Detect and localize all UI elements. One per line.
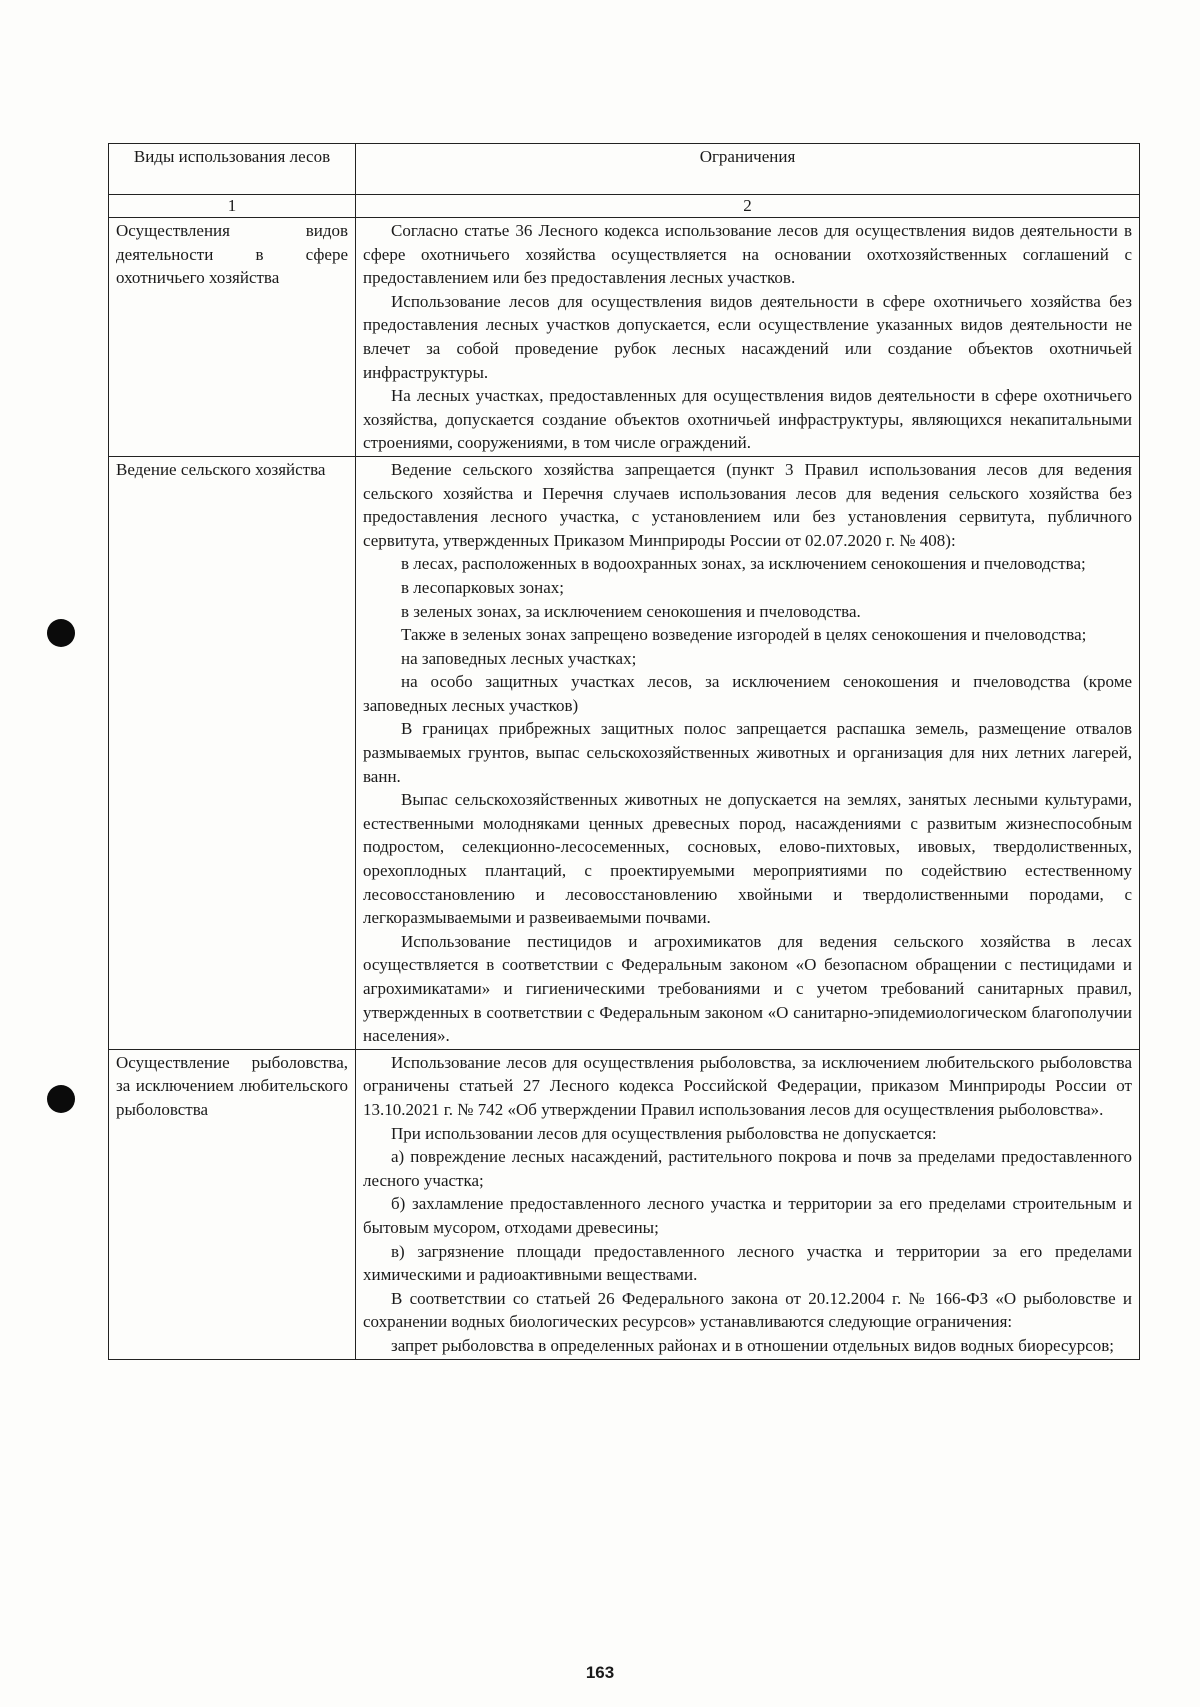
row-restrictions-fishing [356, 1049, 1140, 1359]
table-row [109, 1049, 1140, 1359]
paragraph: б) захламление предоставленного лесного участка и территории за его пределами строительным и бытовым мусором, отходами древесины; [363, 1194, 1132, 1237]
column-number-1: 1 [109, 195, 356, 218]
paragraph: в лесопарковых зонах; [401, 577, 564, 597]
table-row [109, 218, 1140, 457]
row-kind-label: Осуществление рыболовства, за исключением любительского рыболовства [116, 1052, 348, 1119]
paragraph: на заповедных лесных участках; [401, 648, 637, 668]
restrictions-table [108, 143, 1140, 1360]
page-number: 163 [585, 1663, 615, 1682]
column-number-row [109, 195, 1140, 218]
paragraph: в лесах, расположенных в водоохранных зонах, за исключением сенокошения и пчеловодства; [401, 554, 1086, 574]
paragraph: Также в зеленых зонах запрещено возведение изгородей в целях сенокошения и пчеловодства; [401, 625, 1087, 645]
binder-hole-top [47, 619, 75, 647]
paragraph: В соответствии со статьей 26 Федерального закона от 20.12.2004 г. № 166-ФЗ «О рыболовстве и сохранении водных биологических ресурсов» устанавливаются следующие ограничения: [363, 1288, 1132, 1332]
row-kind-hunting [109, 218, 356, 457]
row-restrictions-hunting [356, 218, 1140, 457]
row-kind-label: Осуществления видов деятельности в сфере охотничьего хозяйства [116, 221, 348, 288]
paragraph: запрет рыболовства в определенных районах и в отношении отдельных видов водных биоресурсов; [391, 1335, 1115, 1355]
paragraph: Использование лесов для осуществления рыболовства, за исключением любительского рыболовства ограничены статьей 27 Лесного кодекса Российской Федерации, приказом Минприроды России от 13.10.2021 г. № 742 «Об утверждении Правил использования лесов для осуществления рыболовства». [363, 1052, 1132, 1119]
paragraph: В границах прибрежных защитных полос запрещается распашка земель, размещение отвалов размываемых грунтов, выпас сельскохозяйственных животных и организация для них летних лагерей, ванн. [363, 719, 1132, 786]
paragraph: Выпас сельскохозяйственных животных не допускается на землях, занятых лесными культурами, естественными молодняками ценных древесных пород, насаждениями с развитым жизнеспособным подростом, селекционно-лесосеменных, сосновых, елово-пихтовых, ивовых, твердолиственных, орехоплодных плантаций, с проектируемыми мероприятиями по содействию естественному лесовосстановлению и лесовосстановлению хвойными и твердолиственными породами, с легкоразмываемыми и развеиваемыми почвами. [363, 790, 1132, 928]
paragraph: Использование пестицидов и агрохимикатов для ведения сельского хозяйства в лесах осуществляется в соответствии с Федеральным законом «О безопасном обращении с пестицидами и агрохимикатами» и гигиеническими требованиями и с учетом требований санитарных правил, утвержденных в соответствии с Федеральным законом «О санитарно-эпидемиологическом благополучии населения». [363, 931, 1132, 1046]
paragraph: на особо защитных участках лесов, за исключением сенокошения и пчеловодства (кроме заповедных лесных участков) [363, 672, 1132, 715]
column-number-2: 2 [356, 195, 1140, 218]
table-row [109, 456, 1140, 1049]
paragraph: Ведение сельского хозяйства запрещается (пункт 3 Правил использования лесов для ведения сельского хозяйства и Перечня случаев использования лесов для ведения сельского хозяйства без предоставления лесного участка, с установлением или без установления сервитута, публичного сервитута, утвержденных Приказом Минприроды России от 02.07.2020 г. № 408): [363, 459, 1132, 550]
paragraph: Использование лесов для осуществления видов деятельности в сфере охотничьего хозяйства без предоставления лесных участков допускается, если осуществление указанных видов деятельности не влечет за собой проведение рубок лесных насаждений или создание объектов охотничьей инфраструктуры. [363, 291, 1132, 382]
row-kind-agriculture [109, 456, 356, 1049]
header-kinds: Виды использования лесов [109, 144, 356, 195]
paragraph: а) повреждение лесных насаждений, растительного покрова и почв за пределами предоставленного лесного участка; [363, 1147, 1132, 1190]
row-kind-fishing [109, 1049, 356, 1359]
paragraph: На лесных участках, предоставленных для осуществления видов деятельности в сфере охотничьего хозяйства, допускается создание объектов охотничьей инфраструктуры, являющихся некапитальными строениями, сооружениями, в том числе ограждений. [363, 386, 1132, 453]
row-restrictions-agriculture [356, 456, 1140, 1049]
header-restrictions: Ограничения [356, 144, 1140, 195]
binder-hole-bottom [47, 1085, 75, 1113]
paragraph: в зеленых зонах, за исключением сенокошения и пчеловодства. [401, 601, 861, 621]
row-kind-label: Ведение сельского хозяйства [116, 459, 326, 479]
paragraph: При использовании лесов для осуществления рыболовства не допускается: [391, 1123, 937, 1143]
paragraph: Согласно статье 36 Лесного кодекса использование лесов для осуществления видов деятельности в сфере охотничьего хозяйства осуществляется на основании охотхозяйственных соглашений с предоставлением или без предоставления лесных участков. [363, 221, 1132, 288]
paragraph: в) загрязнение площади предоставленного лесного участка и территории за его пределами химическими и радиоактивными веществами. [363, 1241, 1132, 1285]
table-header-row [109, 144, 1140, 195]
